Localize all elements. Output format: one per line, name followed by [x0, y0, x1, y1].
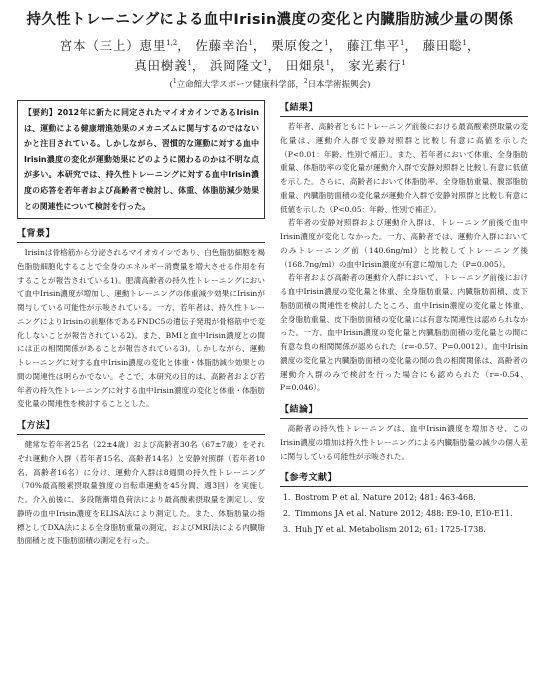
author-affil-sup: 1	[248, 38, 254, 47]
author-affil-sup: 1	[263, 58, 268, 67]
reference-item: 1. Bostrom P et al. Nature 2012; 481: 463-468.	[293, 490, 528, 506]
body-paragraph: 若年者および高齢者の運動介入群において、トレーニング前後における血中Irisin濃度の変化量と体重、全身脂肪重量、内臓脂肪面積、皮下脂肪面積の関連性を検討したところ、血中Irisin濃度の変化量と体重、全身脂肪重量、皮下脂肪面積の変化量には有意な関連性は認められなかった。一方、血中Irisin濃度の変化量と内臓脂肪面積の変化量との間に有意な負の相関関係が認められた（r=-0.57、P=0.0012）。血中Irisin濃度の変化量と内臓脂肪面積の変化量の間の負の相関関係は、高齢者の運動介入群のみで検討を行った場合にも認められた（r=-0.54、P=0.046）。	[280, 273, 528, 393]
background-section	[17, 226, 265, 411]
section-heading: 【結論】	[280, 405, 319, 415]
author-name: 佐藤幸治	[195, 38, 249, 53]
author-affil-sup: 1,2	[166, 38, 178, 47]
author-line-1: 宮本（三上）恵里$^{1,2}$， 佐藤幸治$^1$， 栗原俊之$^1$， 藤江隼平$^1$， 藤田聡$^1$，	[59, 38, 481, 53]
body-paragraph: 健常な若年者25名（22±4歳）および高齢者30名（67±7歳）をそれぞれ運動介入群（若年者15名、高齢者14名）と安静対照群（若年者10名、高齢者16名）に分け、運動介入群は8週間の持久性トレーニング（70%最高酸素摂取量強度の自転車運動を45分間、週3回）を実施した。介入前後に、多段階漸増負荷法により最高酸素摂取量を測定し、安静時の血中Irisin濃度をELISA法により測定した。また、体脂肪量の指標としてDXA法による全身脂肪重量の測定、およびMRI法による内臓脂肪面積と皮下脂肪面積の測定を行った。	[17, 440, 265, 546]
author-name: 田畑泉	[285, 58, 326, 73]
author-affil-sup: 1	[401, 58, 406, 67]
reference-item: 3. Huh JY et al. Metabolism 2012; 61: 1725-1738.	[293, 522, 528, 538]
author-name: 浜岡隆文	[209, 58, 264, 73]
left-column	[17, 100, 265, 555]
section-rule	[280, 116, 528, 117]
abstract-box: 【要約】2012年に新たに同定されたマイオカインであるIrisinは、運動による健康増進効果のメカニズムに関与するのではないかと注目されている。しかしながら、習慣的な運動に対する血中Irisin濃度の変化が運動効果にどのように関わるのかは不明な点が多い。本研究では、持久性トレーニングに対する血中Irisin濃度の応答を若年者および高齢者で検討し、体重、体脂肪減少効果との関連性について検討を行った。	[17, 100, 265, 219]
author-name: 藤江隼平	[346, 38, 401, 53]
body-paragraph: Irisinは骨格筋から分泌されるマイオカインであり、白色脂肪細胞を褐色脂肪細胞化することで全身のエネルギー消費量を増大させる作用を有することが報告されている1)。肥満高齢者の持久性トレーニングにおいて血中Irisin濃度が増加し、運動トレーニングの体重減少効果にIrisinが関与している可能性が示唆されている。一方、若年者は、持久性トレーニングによりIrisinの前駆体であるFNDC5の遺伝子発現が骨格筋中で変化しないことが報告されている2)。また、BMIと血中Irisin濃度との間には正の相関関係があることが報告されている3)。しかしながら、運動トレーニングに対する血中Irisin濃度の変化と体重・体脂肪減少効果との間の関連性は明らかでない。そこで、本研究の目的は、高齢者および若年者の持久性トレーニングに対する血中Irisin濃度の変化と体重・体脂肪変化量の関連性を検討することとした。	[17, 248, 265, 409]
author-affil-sup: 1	[324, 38, 329, 47]
right-column	[280, 100, 528, 545]
section-rule	[280, 418, 528, 419]
section-heading: 【参考文献】	[280, 473, 338, 484]
author-affil-sup: 1	[187, 58, 192, 67]
body-paragraph: 高齢者の持久性トレーニングは、血中Irisin濃度を増加させ、このIrisin濃度の増加は持久性トレーニングによる内臓脂肪量の減少の個人差に関与している可能性が示唆された。	[280, 424, 528, 461]
section-heading: 【結果】	[280, 103, 319, 113]
body-paragraph: 若年者の安静対照群および運動介入群は、トレーニング前後で血中Irisin濃度が変化しなかった。一方、高齢者では、運動介入群においてのみトレーニング前（140.6ng/ml）と比較してトレーニング後（168.7ng/ml）の血中Irisin濃度が有意に増加した（P=0.005）。	[280, 218, 528, 269]
body-paragraph: 若年者、高齢者ともにトレーニング前後における最高酸素摂取量の変化量は、運動介入群で安静対照群と比較し有意に高値を示した（P<0.01：年齢、性別で補正）。また、若年者において体重、全身脂肪重量、体脂肪率の変化量が運動介入群で安静対照群と比較し有意に低値を示した。さらに、高齢者において体脂肪率、全身脂肪重量、腹部脂肪重量、内臓脂肪面積の変化量が運動介入群で安静対照群と比較し有意に低値を示した（P<0.05：年齢、性別で補正）。	[280, 122, 528, 214]
section-rule	[280, 486, 528, 487]
author-affil-sup: 1	[325, 58, 331, 67]
reference-list	[280, 490, 528, 538]
affiliations: ($^1$立命館大学スポーツ健康科学部，$^2$日本学術振興会)	[169, 78, 371, 90]
author-name: 真田樹義	[134, 58, 188, 73]
methods-section	[17, 418, 265, 548]
author-line-2: 真田樹義$^1$， 浜岡隆文$^1$， 田畑泉$^1$， 家光素行$^1$	[134, 58, 406, 73]
affil-sup: 1	[172, 78, 177, 86]
section-heading: 【方法】	[17, 421, 56, 432]
section-rule	[17, 434, 265, 435]
author-name: 宮本（三上）恵里	[59, 38, 167, 53]
paper-title: 持久性トレーニングによる血中Irisin濃度の変化と内臓脂肪減少量の関係	[26, 12, 514, 28]
affil-sup: 2	[303, 78, 308, 86]
section-rule	[17, 242, 265, 243]
author-name: 藤田聡	[422, 38, 463, 53]
conclusion-section	[280, 402, 528, 463]
author-affil-sup: 1	[462, 38, 467, 47]
results-section	[280, 100, 528, 395]
author-affil-sup: 1	[400, 38, 405, 47]
section-heading: 【背景】	[17, 229, 56, 240]
reference-item: 2. Timmons JA et al. Nature 2012; 488: E9-10, E10-E11.	[293, 506, 528, 522]
affiliation-2: 日本学術振興会	[307, 80, 368, 90]
author-name: 栗原俊之	[271, 38, 325, 53]
affiliation-1: 立命館大学スポーツ健康科学部	[176, 80, 296, 90]
author-name: 家光素行	[348, 58, 402, 73]
references-section	[280, 470, 528, 538]
